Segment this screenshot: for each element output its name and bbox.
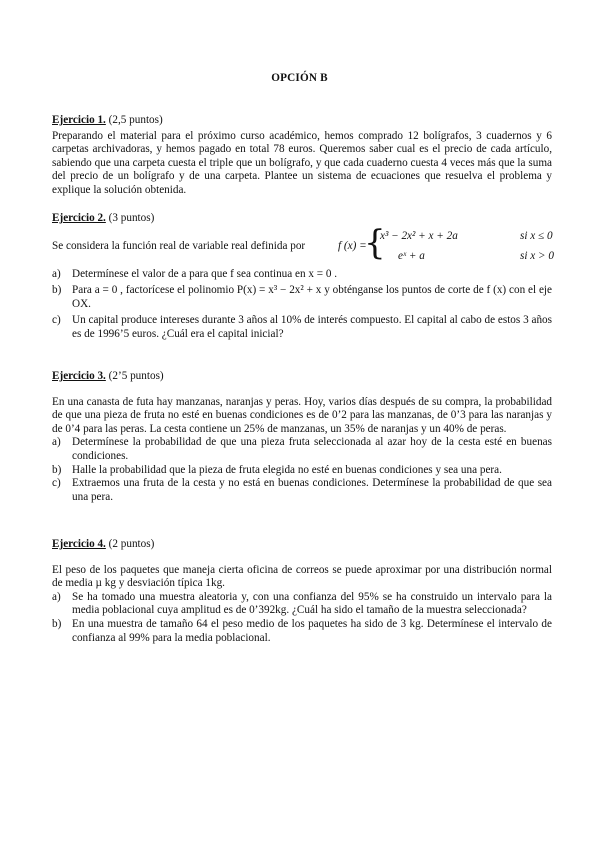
item-text: En una muestra de tamaño 64 el peso medio de los paquetes ha sido de 3 kg. Determínese el intervalo de confianza al 99% para la media poblacional. xyxy=(72,617,552,644)
brace-symbol: { xyxy=(364,222,386,263)
exercise-1 xyxy=(52,114,552,198)
exercise-2-title: Ejercicio 2. xyxy=(52,212,106,224)
list-item xyxy=(52,477,552,504)
exercise-1-heading xyxy=(52,114,552,128)
exercise-3-heading xyxy=(52,370,552,384)
page-title: OPCIÓN B xyxy=(271,72,328,84)
exercise-3-items xyxy=(52,436,552,504)
exercise-3-title: Ejercicio 3. xyxy=(52,370,106,382)
item-label: c) xyxy=(52,477,61,490)
exercise-3 xyxy=(52,370,552,504)
case-2-condition: si x > 0 xyxy=(520,249,554,262)
item-text: Extraemos una fruta de la cesta y no está en buenas condiciones. Determínese la probabilidad de que sea una pera. xyxy=(72,477,552,503)
case-1-condition: si x ≤ 0 xyxy=(520,229,553,242)
item-label: c) xyxy=(52,314,61,327)
list-item xyxy=(52,268,552,282)
list-item xyxy=(52,284,552,311)
list-item xyxy=(52,464,552,478)
exercise-4 xyxy=(52,538,552,645)
item-label: b) xyxy=(52,463,62,476)
list-item xyxy=(52,591,552,618)
exercise-3-points: (2’5 puntos) xyxy=(105,370,164,382)
item-label: a) xyxy=(52,267,61,280)
item-text: Para a = 0 , factorícese el polinomio P(x) = x³ − 2x² + x y obténganse los puntos de corte de f (x) con el eje OX. xyxy=(72,284,552,310)
exercise-4-points: (2 puntos) xyxy=(105,538,155,550)
item-text: Se ha tomado una muestra aleatoria y, con una confianza del 95% se ha construido un intervalo para la media poblacional cuya amplitud es de 0’392kg. ¿Cuál ha sido el tamaño de la muestra seleccionada? xyxy=(72,590,552,617)
piecewise-function xyxy=(52,222,554,264)
exercise-4-title: Ejercicio 4. xyxy=(52,538,106,550)
case-1-expression: x³ − 2x² + x + 2a xyxy=(380,229,458,242)
exercise-1-points: (2,5 puntos) xyxy=(105,114,163,126)
exercise-4-statement: El peso de los paquetes que maneja cierta oficina de correos se puede aproximar por una distribución normal de media µ kg y desviación típica 1kg. xyxy=(52,563,552,590)
exercise-1-statement: Preparando el material para el próximo curso académico, hemos comprado 12 bolígrafos, 3 cuadernos y 6 carpetas archivadoras, y hemos pagado en total 78 euros. Queremos saber cual es el precio de cada artículo, sabiendo que una carpeta cuesta el triple que un bolígrafo, y que cada cuaderno cuesta 4 veces más que la suma del precio de un bolígrafo y de una carpeta. Plantee un sistema de ecuaciones que resuelva el problema y explique la solución obtenida. xyxy=(52,129,552,196)
list-item xyxy=(52,314,552,341)
exercise-2-heading xyxy=(52,212,552,226)
item-label: b) xyxy=(52,284,62,297)
case-2-expression: eˣ + a xyxy=(398,249,425,262)
list-item xyxy=(52,436,552,463)
item-label: b) xyxy=(52,617,62,630)
exercise-4-items xyxy=(52,591,552,645)
list-item xyxy=(52,618,552,645)
exercise-2-points: (3 puntos) xyxy=(105,212,155,224)
exercise-2-items xyxy=(52,268,552,342)
item-text: Determínese el valor de a para que f sea continua en x = 0 . xyxy=(72,267,338,280)
exercise-1-title: Ejercicio 1. xyxy=(52,114,106,126)
function-name: f (x) = xyxy=(338,239,367,252)
item-text: Determínese la probabilidad de que una pieza fruta seleccionada al azar hoy de la cesta esté en buenas condiciones. xyxy=(72,436,552,462)
exercise-2 xyxy=(52,212,552,342)
item-label: a) xyxy=(52,590,61,603)
item-text: Halle la probabilidad que la pieza de fruta elegida no esté en buenas condiciones y sea una pera. xyxy=(72,463,502,476)
function-intro: Se considera la función real de variable real definida por xyxy=(52,239,306,252)
item-text: Un capital produce intereses durante 3 años al 10% de interés compuesto. El capital al cabo de estos 3 años es de 1996’5 euros. ¿Cuál era el capital inicial? xyxy=(72,314,552,340)
item-label: a) xyxy=(52,436,61,449)
exercise-4-heading xyxy=(52,538,552,552)
exercise-3-statement: En una canasta de futa hay manzanas, naranjas y peras. Hoy, varios días después de su compra, la probabilidad de que una pieza de fruta no esté en buenas condiciones es de 0’2 para las manzanas, de 0’3 para las naranjas y de 0’4 para las peras. La cesta contiene un 25% de manzanas, un 35% de naranjas y un 40% de peras. xyxy=(52,395,552,435)
